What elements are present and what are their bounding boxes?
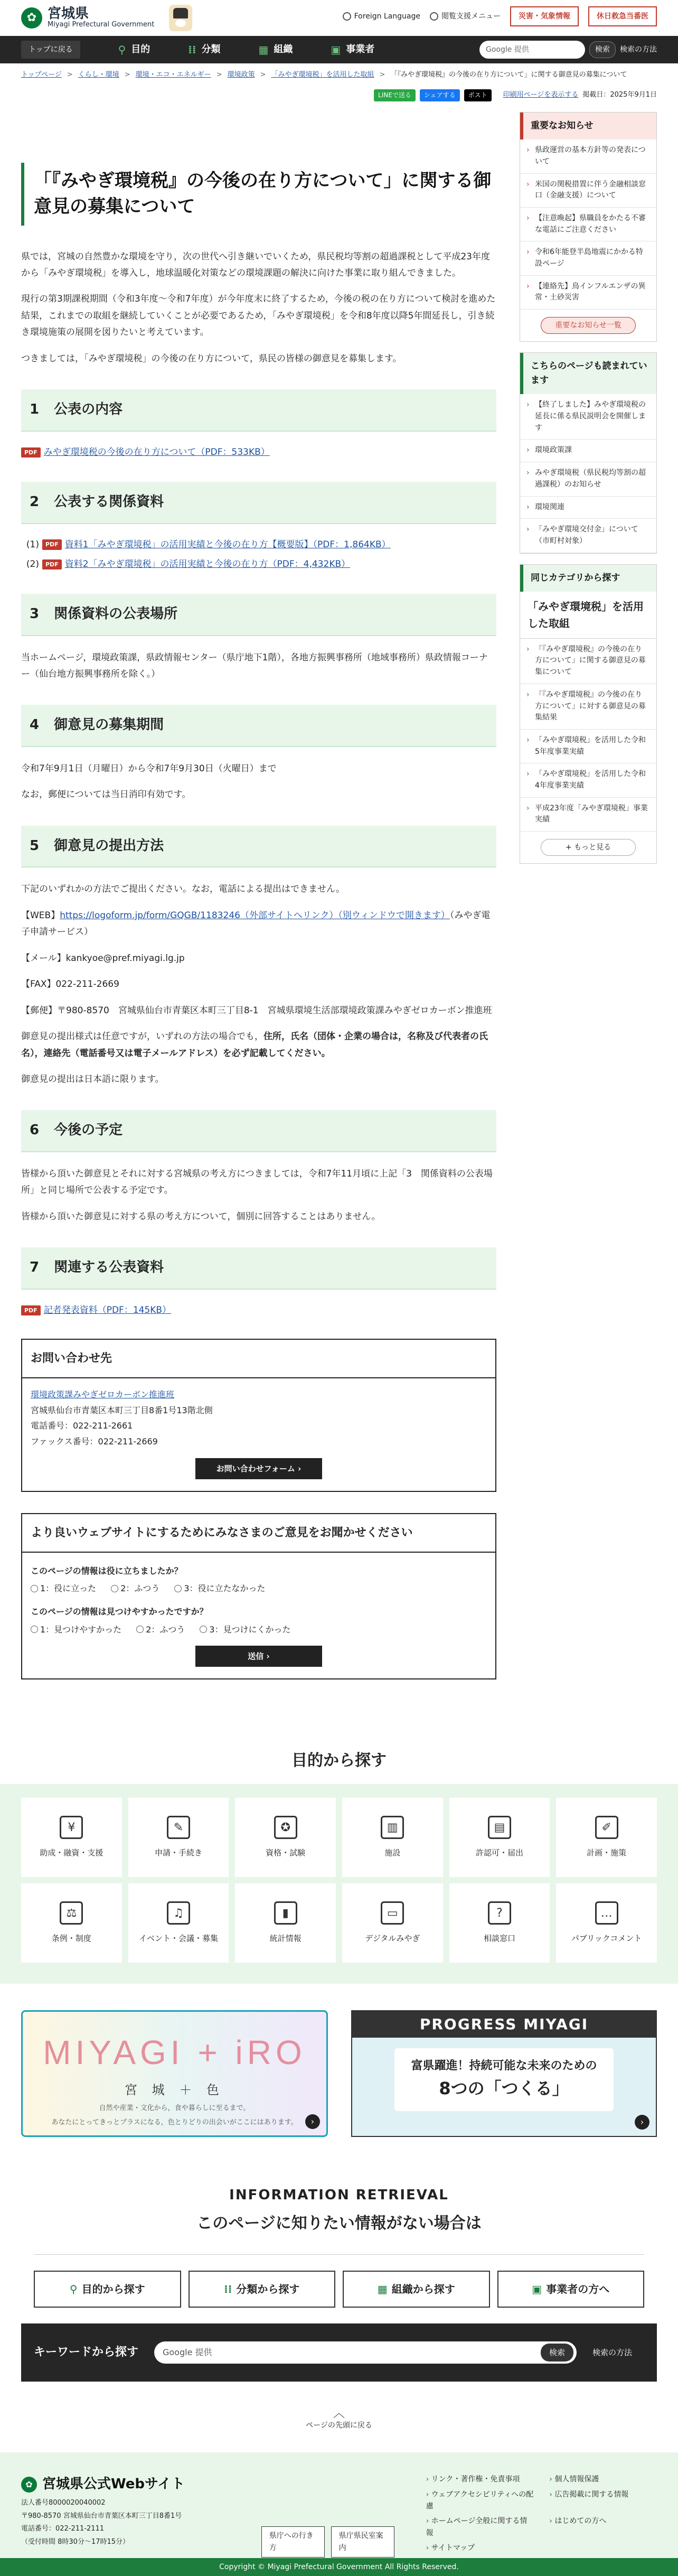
pdf-link[interactable]: 記者発表資料（PDF：145KB） [43,1304,172,1315]
contact-title: お問い合わせ先 [22,1340,495,1378]
purpose-tile[interactable]: ♫ イベント・会議・募集 [128,1883,229,1963]
survey-question: このページの情報は役に立ちましたか？ [31,1565,183,1576]
document-icon: ▤ [488,1816,511,1839]
breadcrumb-item[interactable]: くらし・環境 [78,71,119,79]
format-note: 御意見の提出様式は任意ですが，いずれの方法の場合でも，住所，氏名（団体・企業の場合は，名称及び代表者の氏名），連絡先（電話番号又は電子メールアドレス）を必ず記載してください。 [21,1031,488,1059]
miyagi-iro-banner[interactable]: MIYAGI + iRO 宮 城 ＋ 色 自然や産業・文化から，食や暮らしに至るまで。 あなたにとってきっとプラスになる，色とりどりの出会いがここにはあります。 › [21,2010,328,2137]
holiday-doctor-button[interactable]: 休日救急当番医 [588,6,657,26]
chevron-up-icon: ︿ [333,2406,345,2420]
prefecture-emblem-icon: ✿ [21,7,42,29]
purpose-tile[interactable]: ✎ 申請・手続き [128,1798,229,1877]
important-item[interactable]: › 【連絡先】鳥インフルエンザの異常・土砂災害 [520,276,656,310]
survey-radio[interactable]: 2：ふつう [136,1622,185,1638]
pdf-link[interactable]: 資料1「みやぎ環境税」の活用実績と今後の在り方【概要版】（PDF：1,864KB） [64,539,391,550]
section-text: 下記のいずれかの方法でご提出ください。なお，電話による提出はできません。 [21,884,345,895]
site-header [0,0,678,36]
breadcrumb-item[interactable]: 「みやぎ環境税」を活用した取組 [271,71,374,79]
important-more-button[interactable]: 重要なお知らせ一覧 [541,317,636,334]
keyword-search-input[interactable]: Google 提供 検索 [154,2341,577,2364]
line-share-button[interactable]: LINEで送る [374,89,416,101]
pdf-link[interactable]: みやぎ環境税の今後の在り方について（PDF：533KB） [43,446,270,458]
post-method: 【郵便】〒980-8570 宮城県仙台市青葉区本町三丁目8-1 宮城県環境生活部環境政策課みやぎゼロカーボン推進班 [21,1005,492,1016]
share-bar [0,87,678,107]
disaster-info-button[interactable]: 災害・気象情報 [510,6,579,26]
purpose-section [0,1727,678,1984]
section-text: なお，郵便については当日消印有効です。 [21,789,191,800]
back-to-top-button[interactable]: トップに戻る [21,41,80,59]
comment-icon: … [595,1901,618,1925]
site-footer: ✿ 宮城県公式Webサイト 法人番号8000020040002 〒980-8570 宮城県仙台市青葉区本町三丁目8番1号 電話番号：022-211-2111 （受付時間 8時30分～17時15分） 県庁への行き方 県庁県民室案内 › リンク・著作権・免責事項 › 個人情報保護 › ウェブアクセシビリティへの配慮 › 広告掲載に関する情報 › ホームページ全般に関する情報 › はじめての方へ › サイトマップ [0,2452,678,2558]
section-heading: 7 関連する公表資料 [21,1247,496,1290]
breadcrumb-item[interactable]: 環境・エコ・エネルギー [135,71,211,79]
language-note: 御意見の提出は日本語に限ります。 [21,1074,164,1085]
info-retrieval: INFORMATION RETRIEVAL このページに知りたい情報がない場合は ⚲ 目的から探す ⁞⁞ 分類から探す ▦ 組織から探す ▣ 事業者の方へ [0,2163,678,2308]
scale-icon: ⚖ [60,1901,83,1925]
purpose-tile[interactable]: ⚖ 条例・制度 [21,1883,122,1963]
footer-link[interactable]: › リンク・著作権・免責事項 [426,2474,534,2485]
chart-icon: ▮ [274,1901,297,1925]
sidebar [520,107,657,1679]
keyword-search-help-link[interactable]: 検索の方法 [592,2347,633,2357]
search-icon: ⚲ [118,43,126,56]
survey-submit-button[interactable]: 送信 › [195,1646,322,1667]
pdf-icon: PDF [21,1305,41,1316]
breadcrumb-current: 「『みやぎ環境税』の今後の在り方について」に関する御意見の募集について [390,71,627,79]
logo-title: 宮城県 [48,6,89,22]
category-item[interactable]: › 「みやぎ環境税」を活用した令和4年度事業実績 [520,763,656,797]
purpose-tile[interactable]: ✐ 計画・施策 [556,1798,657,1877]
grid-icon: ⁞⁞ [188,43,196,56]
purpose-tile[interactable]: ▤ 許認可・届出 [449,1798,550,1877]
also-read-item[interactable]: › 「みやぎ環境交付金」について（市町村対象） [520,519,656,553]
grid-icon: ⁞⁞ [224,2282,232,2295]
intro-paragraph: つきましては，「みやぎ環境税」の今後の在り方について，県民の皆様の御意見を募集します。 [21,353,402,364]
category-item[interactable]: › 「『みやぎ環境税』の今後の在り方について」に関する御意見の募集について [520,639,656,684]
breadcrumb: トップページ > くらし・環境 > 環境・エコ・エネルギー > 環境政策 > 「みやぎ環境税」を活用した取組 > 「『みやぎ環境税』の今後の在り方について」に関する御意見の募集について [0,63,678,87]
purpose-tile[interactable]: ? 相談窓口 [449,1883,550,1963]
also-read-item[interactable]: › 【終了しました】みやぎ環境税の延長に係る県民説明会を開催します [520,394,656,440]
important-title: 重要なお知らせ [520,113,656,139]
survey-question: このページの情報は見つけやすかったですか？ [31,1607,208,1617]
important-item[interactable]: › 県政運営の基本方針等の発表について [520,139,656,173]
foreign-language-link[interactable]: Foreign Language [343,11,420,22]
prefecture-emblem-icon: ✿ [21,2477,37,2493]
also-read-panel [520,352,657,554]
footer-link[interactable]: › はじめての方へ [549,2515,657,2539]
purpose-tile[interactable]: ¥ 助成・融資・支援 [21,1798,122,1877]
certificate-icon: ✪ [274,1816,297,1839]
nav-business[interactable]: ▣ 事業者 [331,41,374,58]
important-item[interactable]: › 【注意喚起】県職員をかたる不審な電話にご注意ください [520,208,656,241]
arrow-right-icon: › [635,2115,649,2130]
section-text: 皆様から頂いた御意見とそれに対する宮城県の考え方につきましては，令和7年11月頃に上記「3 関係資料の公表場所」と同じ場所で公表する予定です。 [21,1169,493,1196]
same-category-title: 同じカテゴリから探す [520,565,656,592]
briefcase-icon: ▣ [532,2282,542,2295]
arrow-right-icon: › [305,2114,320,2129]
mail-method: 【メール】kankyoe@pref.miyagi.lg.jp [21,953,185,964]
category-more-button[interactable]: + もっと見る [541,839,636,856]
retrieval-purpose-button[interactable]: ⚲ 目的から探す [34,2271,181,2308]
keyword-search-bar: キーワードから探す Google 提供 検索 検索の方法 [21,2323,657,2382]
survey-radio[interactable]: 3：役に立たなかった [174,1581,265,1597]
also-read-title: こちらのページも読まれています [520,353,656,394]
breadcrumb-item[interactable]: トップページ [21,71,62,79]
page-title: 「『みやぎ環境税』の今後の在り方について」に関する御意見の募集について [21,163,496,226]
facebook-share-button[interactable]: シェアする [420,89,460,101]
contact-fax: ファックス番号：022-211-2669 [31,1436,158,1447]
nav-purpose[interactable]: ⚲ 目的 [118,41,150,58]
x-post-button[interactable]: ポスト [464,89,492,101]
globe-icon [343,12,351,21]
section-heading: 6 今後の予定 [21,1110,496,1152]
same-category-panel [520,564,657,864]
purpose-tile[interactable]: ▥ 施設 [342,1798,443,1877]
page-top-link[interactable]: ︿ ページの先頭に戻る [0,2408,678,2431]
pdf-icon: PDF [42,559,62,570]
purpose-title: 目的から探す [0,1727,678,1784]
publish-date: 掲載日：2025年9月1日 [582,90,657,99]
also-read-item[interactable]: › みやぎ環境税（県民税均等割の超過課税）のお知らせ [520,462,656,496]
mascot-icon [169,5,192,31]
retrieval-organization-button[interactable]: ▦ 組織から探す [343,2271,490,2308]
intro-paragraph: 県では，宮城の自然豊かな環境を守り，次の世代へ引き継いでいくため，県民税均等割の超過課税として平成23年度から「みやぎ環境税」を導入し，地球温暖化対策などの環境課題の解決に向けた事業に取り組んできました。 [21,251,490,279]
survey-radio[interactable]: 1：見つけやすかった [31,1622,121,1638]
print-page-link[interactable]: 印刷用ページを表示する [503,90,579,99]
footer-link[interactable]: › ホームページ全般に関する情報 [426,2515,534,2539]
retrieval-category-button[interactable]: ⁞⁞ 分類から探す [189,2271,336,2308]
footer-link[interactable]: › ウェブアクセシビリティへの配慮 [426,2489,534,2513]
pdf-icon: PDF [42,539,62,550]
survey-radio[interactable]: 3：見つけにくかった [200,1622,290,1638]
site-logo[interactable] [21,5,192,31]
search-icon: ⚲ [69,2282,78,2295]
office-guide-button[interactable]: 県庁県民室案内 [331,2526,394,2558]
section-heading: 1 公表の内容 [21,389,496,432]
section-text: 皆様から頂いた御意見に対する県の考え方について，個別に回答することはありません。 [21,1211,381,1222]
section-heading: 2 公表する関係資料 [21,482,496,524]
category-item[interactable]: › 「『みやぎ環境税』の今後の在り方について」に対する御意見の募集結果 [520,684,656,730]
web-method: 【WEB】https://logoform.jp/form/GQGB/1183246（外部サイトへリンク）（別ウィンドウで開きます）（みやぎ電子申請サービス） [21,910,491,938]
org-icon: ▦ [258,43,269,56]
contact-address: 宮城県仙台市青葉区本町三丁目8番1号13階北側 [31,1405,213,1415]
question-icon: ? [488,1901,511,1925]
section-text: 当ホームページ，環境政策課，県政情報センター（県庁地下1階），各地方振興事務所（地域事務所）県政情報コーナー（仙台地方振興事務所を除く。） [21,652,488,679]
monitor-icon: ▭ [381,1901,404,1925]
fax-method: 【FAX】022-211-2669 [21,979,119,990]
purpose-tile[interactable]: ✪ 資格・試験 [235,1798,336,1877]
search-help-link[interactable]: 検索の方法 [620,45,657,54]
also-read-item[interactable]: › 環境政策課 [520,440,656,462]
retrieval-business-button[interactable]: ▣ 事業者の方へ [497,2271,645,2308]
intro-paragraph: 現行の第3期課税期間（令和3年度～令和7年度）が今年度末に終了するため，今後の税の在り方について検討を進めた結果，これまでの取組を継続していくことが必要であるため，「みやぎ環境税」を令和8年度以降5年間延長し，引き続き環境施策の展開を図りたいと考えています。 [21,294,496,338]
contact-box [21,1339,496,1492]
keyword-search-button[interactable]: 検索 [541,2344,573,2362]
category-item[interactable]: › 平成23年度「みやぎ環境税」事業実績 [520,798,656,832]
contact-dept-link[interactable]: 環境政策課みやぎゼロカーボン推進班 [31,1389,175,1400]
footer-link[interactable]: › サイトマップ [426,2542,534,2554]
purpose-tile[interactable]: … パブリックコメント [556,1883,657,1963]
contact-form-button[interactable]: お問い合わせフォーム › [195,1458,322,1479]
music-icon: ♫ [167,1901,190,1925]
header-search-button[interactable]: 検索 [589,41,616,58]
pdf-link[interactable]: 資料2「みやぎ環境税」の活用実績と今後の在り方（PDF：4,432KB） [64,558,351,570]
important-item[interactable]: › 令和6年能登半島地震にかかる特設ページ [520,241,656,275]
copyright: Copyright © Miyagi Prefectural Government All Rights Reserved. [0,2558,678,2576]
survey-radio[interactable]: 1：役に立った [31,1581,96,1597]
gear-icon [430,12,438,21]
building-icon: ▥ [381,1816,404,1839]
footer-link[interactable]: › 個人情報保護 [549,2474,657,2485]
section-text: 令和7年9月1日（月曜日）から令和7年9月30日（火曜日）まで [21,763,277,774]
yen-icon: ¥ [60,1816,83,1839]
contact-tel: 電話番号：022-211-2661 [31,1421,133,1431]
section-heading: 3 関係資料の公表場所 [21,594,496,636]
important-notices [520,112,657,342]
briefcase-icon: ▣ [331,43,341,56]
plan-icon: ✐ [595,1816,618,1839]
pdf-icon: PDF [21,447,41,458]
main-content: 「『みやぎ環境税』の今後の在り方について」に関する御意見の募集について 県では，宮城の自然豊かな環境を守り，次の世代へ引き継いでいくため，県民税均等割の超過課税として平成23年度から「みやぎ環境税」を導入し，地球温暖化対策などの環境課題の解決に向けた事業に取り組んできました。 現行の第3期課税期間（令和3年度～令和7年度）が今年度末に終了するため，今後の税の在り方について検討を進めた結果，これまでの取組を継続していくことが必要であるため，「みやぎ環境税」を令和8年度以降5年間延長し，引き続き環境施策の展開を図りたいと考えています。 つきましては，「みやぎ環境税」の今後の在り方について，県民の皆様の御意見を募集します。 1 公表の内容 PDF みやぎ環境税の今後の在り方について（PDF：533KB） 2 公表する関係資料 (1) PDF 資料1「みやぎ環境税」の活用実績と今後の在り方【概要版】（PDF：1,864KB） (2) PDF 資料2「みやぎ環境税」の活用実績と今後の在り方（PDF：4,432KB） 3 関係資料の公表場所 当ホームページ，環境政策課，県政情報センター（県庁地下1階），各地方振興事務所（地域事務所）県政情報コーナー（仙台地方振興事務所を除く。） 4 御意見の募集期間 令和7年9月1日（月曜日）から令和7年9月30日（火曜日）まで なお，郵便については当日消印有効です。 5 御意見の提出方法 下記のいずれかの方法でご提出ください。なお，電話による提出はできません。 【WEB】https://logoform.jp/form/GQGB/1183246（外部サイトへリンク）（別ウィンドウで開きます）（みやぎ電子申請サービス） 【メール】kankyoe@pref.miyagi.lg.jp 【FAX】022-211-2669 【郵便】〒980-8570 宮城県仙台市青葉区本町三丁目8-1 宮城県環境生活部環境政策課みやぎゼロカーボン推進班 御意見の提出様式は任意ですが，いずれの方法の場合でも，住所，氏名（団体・企業の場合は，名称及び代表者の氏名），連絡先（電話番号又は電子メールアドレス）を必ず記載してください。 御意見の提出は日本語に限ります。 6 今後の予定 皆様から頂いた御意見とそれに対する宮城県の考え方につきましては，令和7年11月頃に上記「3 関係資料の公表場所」と同じ場所で公表する予定です。 皆様から頂いた御意見に対する県の考え方について，個別に回答することはありません。 7 関連する公表資料 PDF 記者発表資料（PDF：145KB） お問い合わせ先 環境政策課みやぎゼロカーボン推進班 宮城県仙台市青葉区本町三丁目8番1号13階北側 電話番号：022-211-2661 ファックス番号：022-211-2669 お問い合わせフォーム › より良いウェブサイトにするためにみなさまのご意見をお聞かせください このページの情報は役に立ちましたか？ 1：役に立った 2：ふつう 3：役に立たなかった このページの情報は見つけやすかったですか？ 1：見つけやすかった 2：ふつう 3：見つけにくかった 送信 › [21,107,496,1679]
access-button[interactable]: 県庁への行き方 [261,2526,325,2558]
global-nav [0,36,678,63]
also-read-item[interactable]: › 環境関連 [520,497,656,519]
header-search-input[interactable]: Google 提供 [479,41,585,59]
survey-title: より良いウェブサイトにするためにみなさまのご意見をお聞かせください [22,1514,495,1553]
survey-box [21,1513,496,1680]
progress-miyagi-banner[interactable]: PROGRESS MIYAGI 富県躍進！持続可能な未来のための 8つの「つくる」 › [351,2010,657,2137]
section-heading: 5 御意見の提出方法 [21,826,496,868]
org-icon: ▦ [377,2282,388,2295]
breadcrumb-item[interactable]: 環境政策 [227,71,255,79]
purpose-tile[interactable]: ▭ デジタルみやぎ [342,1883,443,1963]
footer-link[interactable]: › 広告掲載に関する情報 [549,2489,657,2513]
purpose-tile[interactable]: ▮ 統計情報 [235,1883,336,1963]
web-form-link[interactable]: https://logoform.jp/form/GQGB/1183246（外部サイトへリンク）（別ウィンドウで開きます） [60,910,450,921]
section-heading: 4 御意見の募集期間 [21,705,496,747]
nav-organization[interactable]: ▦ 組織 [258,41,293,58]
nav-category[interactable]: ⁞⁞ 分類 [188,41,220,58]
logo-subtitle: Miyagi Prefectural Government [48,21,155,29]
category-link[interactable]: 「みやぎ環境税」を活用した取組 [520,592,656,639]
survey-radio[interactable]: 2：ふつう [111,1581,159,1597]
category-item[interactable]: › 「みやぎ環境税」を活用した令和5年度事業実績 [520,730,656,763]
accessibility-menu-link[interactable]: 閲覧支援メニュー [430,11,501,22]
important-item[interactable]: › 米国の関税措置に伴う金融相談窓口（金融支援）について [520,174,656,208]
pen-icon: ✎ [167,1816,190,1839]
